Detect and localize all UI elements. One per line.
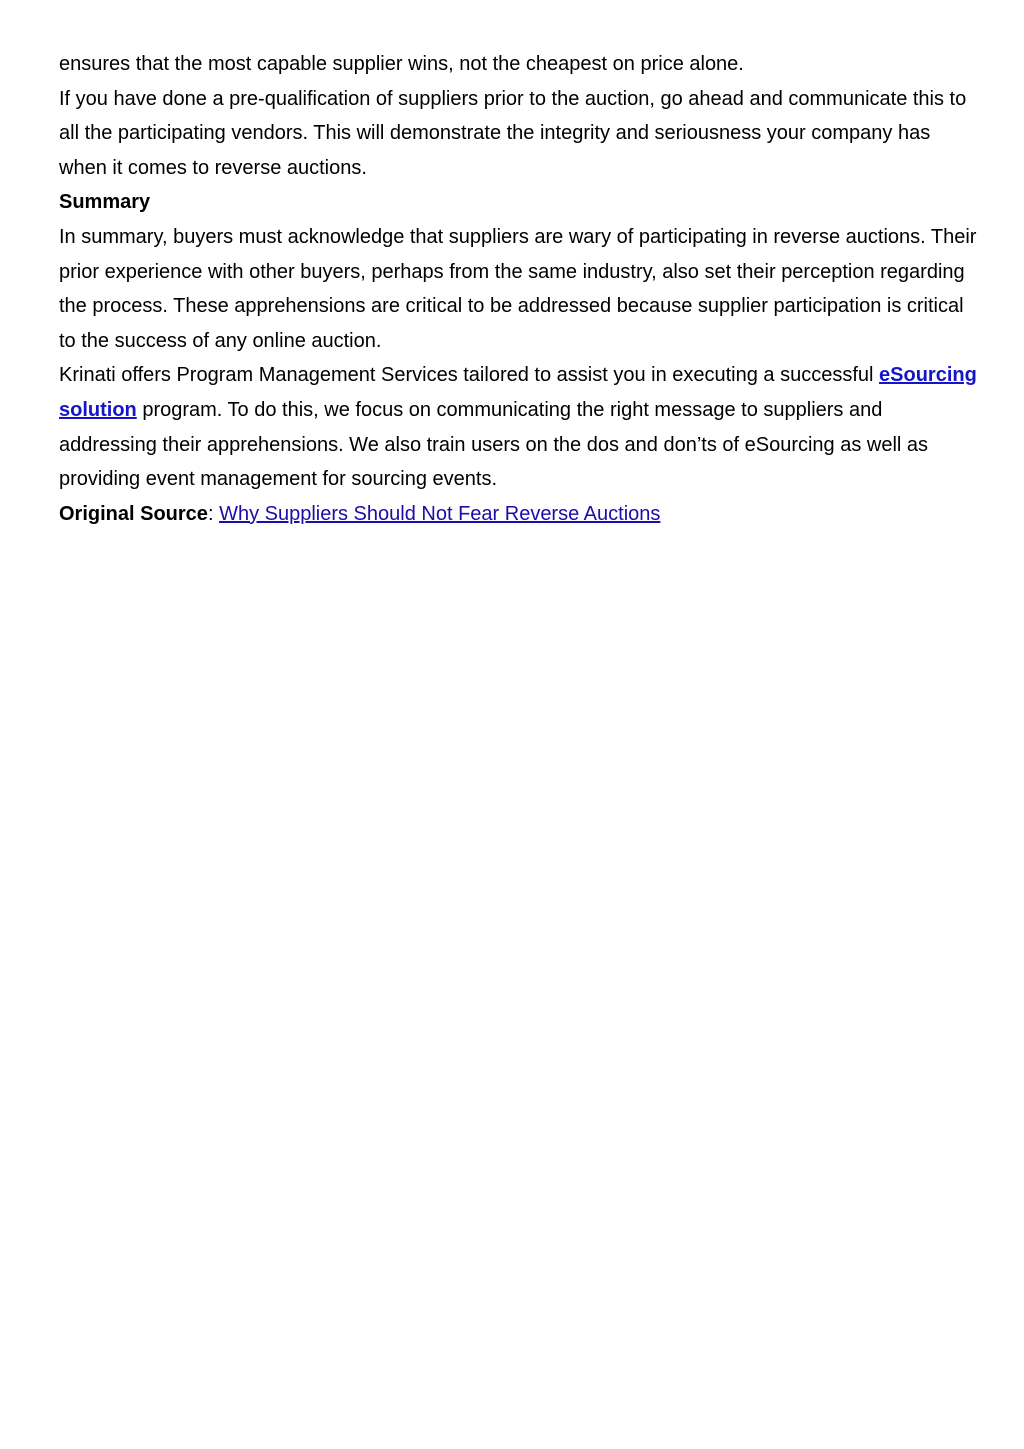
- summary-heading: Summary: [59, 191, 151, 214]
- paragraph-prequalification: If you have done a pre-qualification of suppliers prior to the auction, go ahead and communicate this to all the participating vendors. This will demonstrate the integrity and seriousness your company has when it comes to reverse auctions.: [59, 87, 967, 179]
- krinati-text-before-link: Krinati offers Program Management Services tailored to assist you in executing a successful: [59, 364, 880, 387]
- original-source-separator: :: [207, 502, 220, 525]
- krinati-text-after-link: program. To do this, we focus on communicating the right message to suppliers and addressing their apprehensions. We also train users on the dos and don’ts of eSourcing as well as providing event management for sourcing events.: [59, 398, 929, 491]
- paragraph-krinati-services: [59, 358, 979, 496]
- original-source-link[interactable]: Why Suppliers Should Not Fear Reverse Auctions: [219, 502, 661, 525]
- esourcing-solution-link[interactable]: eSourcing solution: [59, 364, 977, 421]
- original-source-line: [59, 497, 979, 532]
- document-body: [59, 47, 979, 531]
- paragraph-summary: In summary, buyers must acknowledge that suppliers are wary of participating in reverse auctions. Their prior experience with other buyers, perhaps from the same industry, also set their perception regarding the process. These apprehensions are critical to be addressed because supplier participation is critical to the success of any online auction.: [59, 225, 977, 352]
- paragraph-capable-supplier: ensures that the most capable supplier wins, not the cheapest on price alone.: [59, 53, 744, 75]
- original-source-label: Original Source: [59, 502, 208, 525]
